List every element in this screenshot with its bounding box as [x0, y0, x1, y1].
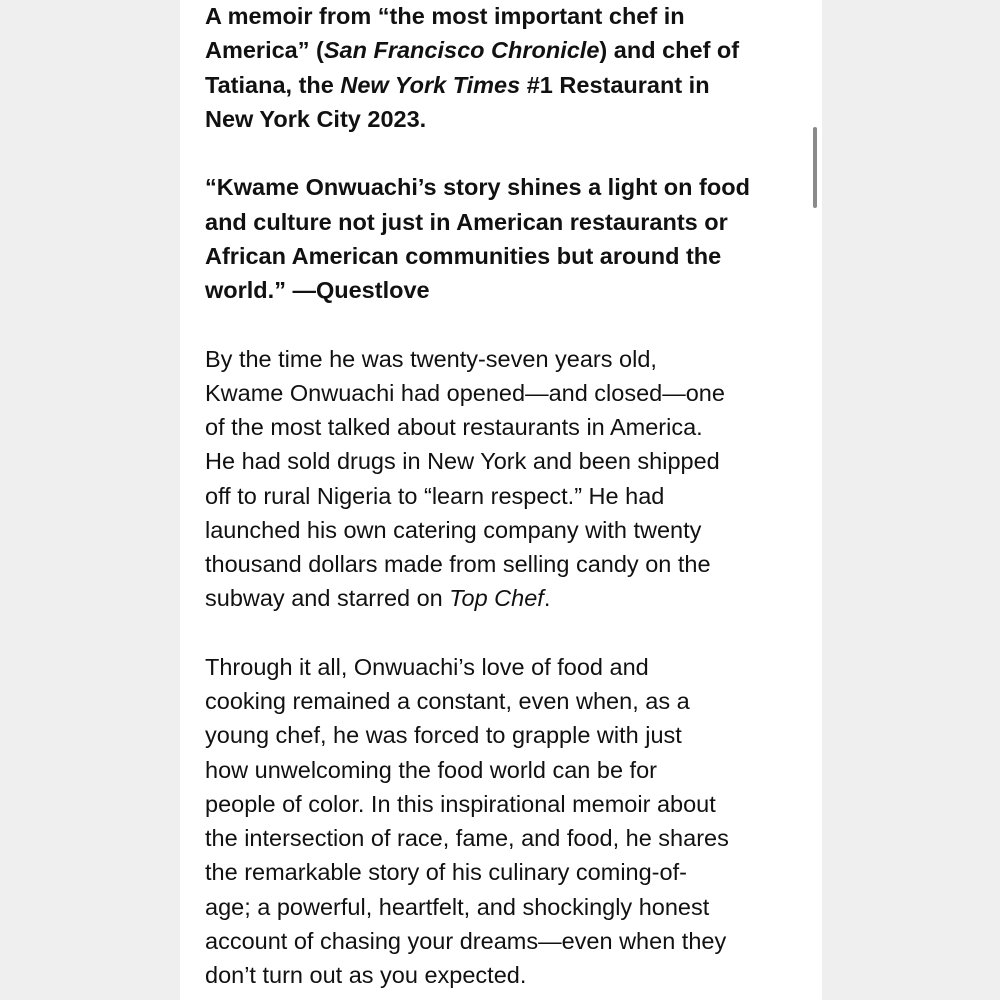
text-line	[205, 513, 805, 547]
text-segment: He had sold drugs in New York and been shipped	[205, 448, 720, 475]
text-segment: world.” —Questlove	[205, 277, 430, 303]
text-segment: people of color. In this inspirational memoir about	[205, 790, 716, 817]
text-line	[205, 924, 805, 958]
body-paragraph	[205, 342, 805, 616]
text-segment: Kwame Onwuachi had opened—and closed—one	[205, 379, 725, 406]
italic-title-text: San Francisco Chronicle	[323, 37, 600, 64]
text-segment: account of chasing your dreams—even when they	[205, 927, 727, 954]
text-segment: By the time he was twenty-seven years old,	[205, 345, 657, 372]
text-line	[205, 684, 805, 718]
text-segment: New York City 2023.	[205, 105, 427, 132]
text-segment: Through it all, Onwuachi’s love of food and	[205, 653, 649, 680]
text-line	[205, 239, 805, 273]
text-line	[205, 444, 805, 478]
text-line	[205, 581, 805, 615]
paragraph-spacer	[205, 136, 805, 170]
text-line	[205, 855, 805, 889]
text-line	[205, 890, 805, 924]
text-line	[205, 205, 805, 239]
text-line	[205, 0, 805, 33]
highlight-paragraph	[205, 0, 805, 136]
text-segment: Tatiana, the	[205, 71, 341, 98]
text-segment: the intersection of race, fame, and food, he shares	[205, 825, 729, 851]
text-line	[205, 102, 805, 136]
text-line	[205, 273, 805, 307]
text-segment: subway and starred on	[205, 585, 450, 612]
text-segment: off to rural Nigeria to “learn respect.” He had	[205, 482, 665, 509]
body-paragraph	[205, 650, 805, 993]
text-segment: African American communities but around the	[205, 242, 722, 269]
italic-title-text: New York Times	[340, 71, 521, 98]
text-segment: young chef, he was forced to grapple with just	[205, 722, 682, 749]
text-line	[205, 170, 805, 204]
text-line	[205, 479, 805, 513]
text-segment: the remarkable story of his culinary coming-of-	[205, 859, 687, 886]
text-segment: cooking remained a constant, even when, as a	[205, 688, 690, 714]
text-line	[205, 410, 805, 444]
text-line	[205, 958, 805, 992]
book-description	[205, 0, 805, 992]
text-line	[205, 821, 805, 855]
text-line	[205, 376, 805, 410]
text-segment: ) and chef of	[599, 37, 740, 64]
italic-title-text: Top Chef	[449, 585, 544, 612]
text-segment: launched his own catering company with twenty	[205, 516, 702, 543]
text-segment: and culture not just in American restaurants or	[205, 208, 728, 235]
paragraph-spacer	[205, 616, 805, 650]
text-line	[205, 547, 805, 581]
text-line	[205, 753, 805, 787]
text-segment: #1 Restaurant in	[520, 71, 710, 98]
text-segment: of the most talked about restaurants in America.	[205, 414, 703, 440]
text-segment: age; a powerful, heartfelt, and shockingly honest	[205, 893, 710, 920]
text-segment: .	[543, 585, 551, 612]
text-line	[205, 650, 805, 684]
text-line	[205, 718, 805, 752]
book-description-panel	[180, 0, 822, 1000]
text-segment: thousand dollars made from selling candy on the	[205, 551, 711, 577]
text-line	[205, 787, 805, 821]
text-segment: “Kwame Onwuachi’s story shines a light on food	[205, 174, 750, 201]
text-segment: how unwelcoming the food world can be for	[205, 756, 657, 783]
text-line	[205, 342, 805, 376]
text-line	[205, 68, 805, 102]
highlight-paragraph	[205, 170, 805, 307]
paragraph-spacer	[205, 307, 805, 341]
text-segment: A memoir from “the most important chef in	[205, 3, 685, 29]
text-segment: don’t turn out as you expected.	[205, 962, 527, 988]
text-line	[205, 33, 805, 67]
text-segment: America” (	[205, 37, 324, 64]
scrollbar[interactable]	[813, 127, 817, 208]
